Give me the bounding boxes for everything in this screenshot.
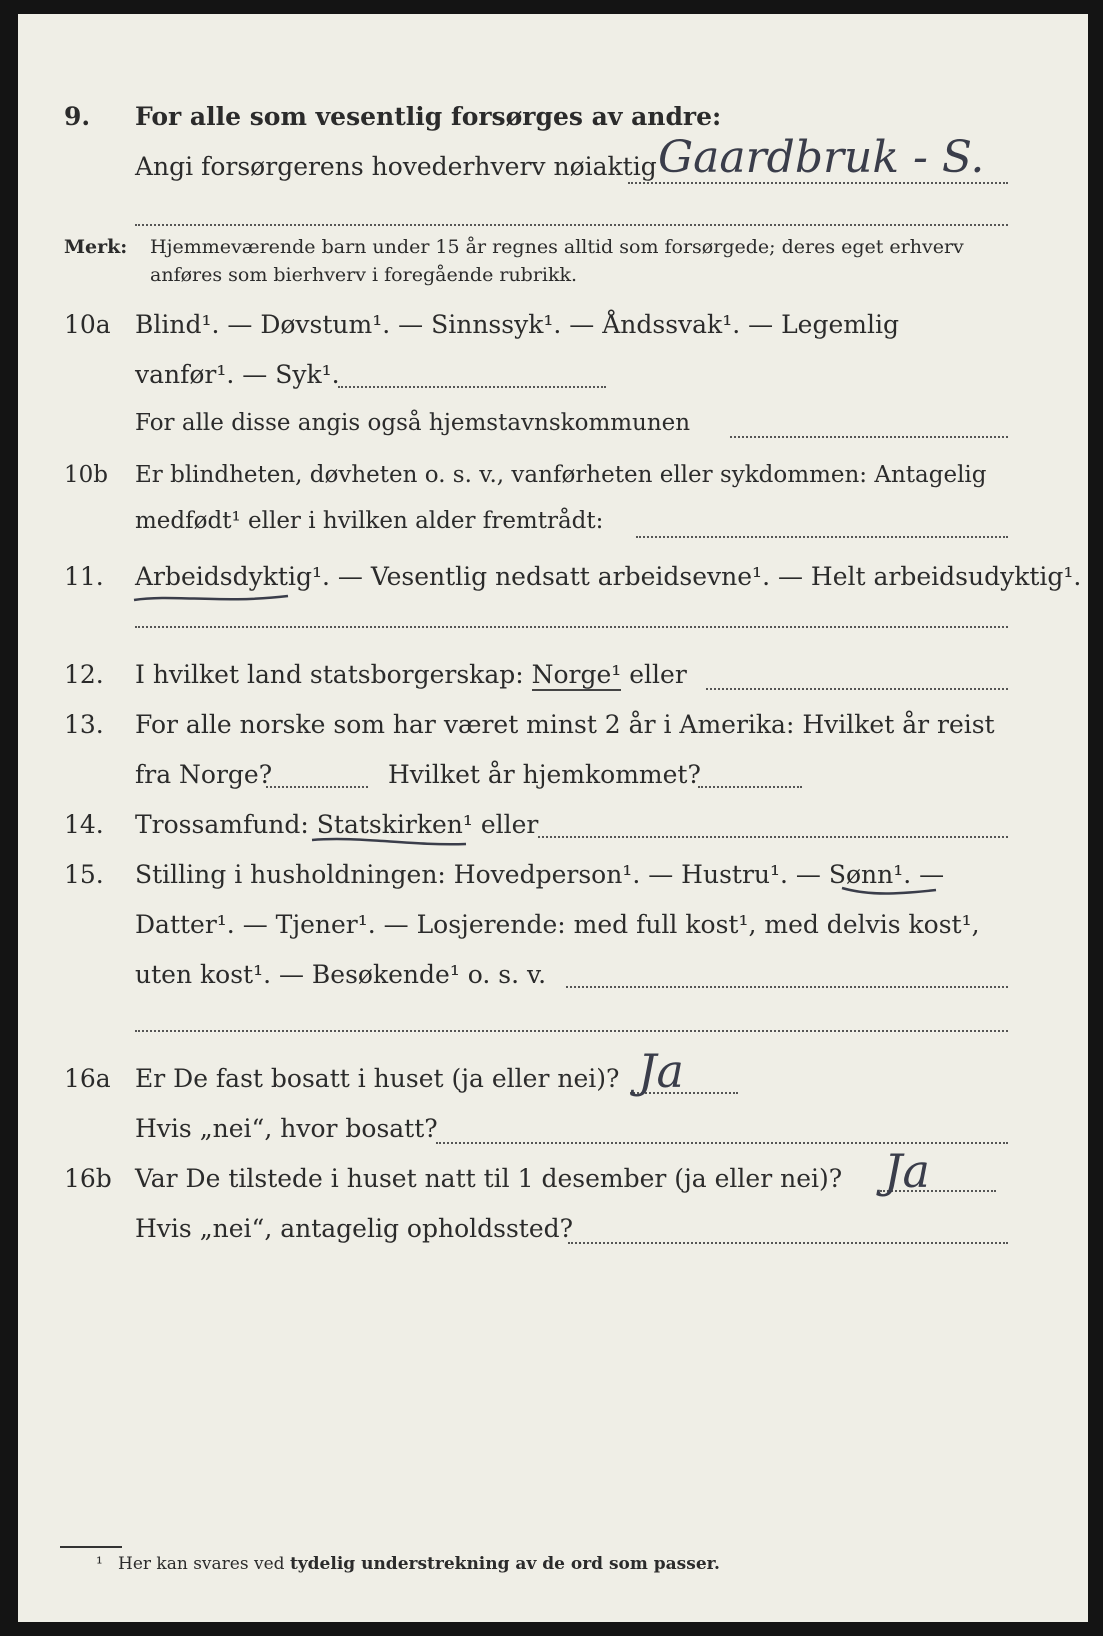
q15-option-sonn[interactable]: Sønn¹ — [828, 860, 904, 889]
q12-eller: eller — [621, 660, 687, 689]
merk-label: Merk: — [64, 236, 128, 258]
q12-prompt: I hvilket land statsborgerskap: — [135, 660, 532, 689]
census-form-page — [18, 14, 1088, 1622]
q13-reist-line[interactable] — [266, 786, 368, 788]
q9-prompt: Angi forsørgerens hovederhverv nøiaktig — [135, 152, 657, 181]
q10b-line-2: medfødt¹ eller i hvilken alder fremtrådt: — [135, 508, 604, 534]
q11-extra-line — [135, 626, 1008, 628]
q16b-opholdssted-line[interactable] — [568, 1242, 1008, 1244]
q13-line-2b: Hvilket år hjemkommet? — [388, 760, 701, 789]
q14-number: 14. — [64, 810, 104, 839]
q15-number: 15. — [64, 860, 104, 889]
q14-option-statskirken[interactable]: Statskirken¹ — [316, 810, 473, 839]
q10b-alder-line[interactable] — [636, 536, 1008, 538]
q9-handwritten-answer: Gaardbruk - S. — [658, 132, 985, 183]
q12-number: 12. — [64, 660, 104, 689]
q16b-number: 16b — [64, 1164, 112, 1193]
q11-other-options: — Vesentlig nedsatt arbeidsevne¹. — Helt arbeidsudyktig¹. — [329, 562, 1082, 591]
q16a-line-1: Er De fast bosatt i huset (ja eller nei)? — [135, 1064, 620, 1093]
q16a-number: 16a — [64, 1064, 111, 1093]
q12-answer-line[interactable] — [706, 688, 1008, 690]
q9-number: 9. — [64, 102, 91, 131]
q15-line-1-options: Stilling i husholdningen: Hovedperson¹. — Hustru¹. — — [135, 860, 829, 889]
q12-option-norge[interactable]: Norge¹ — [531, 660, 622, 689]
q15-line-1-end: . — — [903, 860, 945, 889]
q10a-hjemstavn-line[interactable] — [730, 436, 1008, 438]
footnote-text — [118, 1554, 720, 1574]
q13-number: 13. — [64, 710, 104, 739]
q16a-line-2: Hvis „nei“, hvor bosatt? — [135, 1114, 438, 1143]
q11-handwritten-underline — [132, 588, 292, 606]
q15-handwritten-underline — [840, 882, 940, 900]
q10a-line-2: vanfør¹. — Syk¹. — [135, 360, 340, 389]
q13-hjemkommet-line[interactable] — [698, 786, 802, 788]
q16b-line-2: Hvis „nei“, antagelig opholdssted? — [135, 1214, 574, 1243]
q9-heading: For alle som vesentlig forsørges av andre: — [135, 102, 722, 131]
q14-handwritten-underline — [310, 832, 470, 852]
q16b-handwritten-answer: Ja — [884, 1144, 930, 1198]
q12-text — [135, 660, 687, 689]
q15-line-3: uten kost¹. — Besøkende¹ o. s. v. — [135, 960, 547, 989]
q15-extra-line — [135, 1030, 1008, 1032]
q15-answer-line[interactable] — [566, 986, 1008, 988]
q10a-line-3: For alle disse angis også hjemstavnskommunen — [135, 410, 691, 436]
q14-prompt: Trossamfund: — [135, 810, 317, 839]
merk-line-2: anføres som bierhverv i foregående rubrikk. — [150, 264, 578, 286]
q11-option-arbeidsdyktig[interactable]: Arbeidsdyktig¹. — [135, 562, 330, 591]
q10a-number: 10a — [64, 310, 111, 339]
q9-extra-line — [135, 224, 1008, 226]
q10b-number: 10b — [64, 462, 108, 488]
q10b-line-1: Er blindheten, døvheten o. s. v., vanførheten eller sykdommen: Antagelig — [135, 462, 987, 488]
q11-options — [135, 562, 1081, 591]
q15-line-2: Datter¹. — Tjener¹. — Losjerende: med full kost¹, med delvis kost¹, — [135, 910, 980, 939]
q14-answer-line[interactable] — [538, 836, 1008, 838]
footnote-mark: ¹ — [96, 1554, 103, 1574]
q15-line-1 — [135, 860, 944, 889]
q16a-handwritten-answer: Ja — [638, 1044, 684, 1098]
q13-line-1: For alle norske som har været minst 2 år i Amerika: Hvilket år reist — [135, 710, 995, 739]
merk-line-1: Hjemmeværende barn under 15 år regnes alltid som forsørgede; deres eget erhverv — [150, 236, 964, 258]
footnote-separator — [60, 1546, 122, 1548]
q13-line-2a: fra Norge? — [135, 760, 273, 789]
q10a-syk-line[interactable] — [338, 386, 606, 388]
q11-number: 11. — [64, 562, 104, 591]
q14-eller: eller — [472, 810, 539, 839]
footnote-bold: tydelig understrekning av de ord som passer. — [289, 1554, 720, 1574]
q10a-line-1: Blind¹. — Døvstum¹. — Sinnssyk¹. — Åndssvak¹. — Legemlig — [135, 310, 899, 339]
q16b-line-1: Var De tilstede i huset natt til 1 desember (ja eller nei)? — [135, 1164, 843, 1193]
footnote-pre: Her kan svares ved — [118, 1554, 290, 1574]
